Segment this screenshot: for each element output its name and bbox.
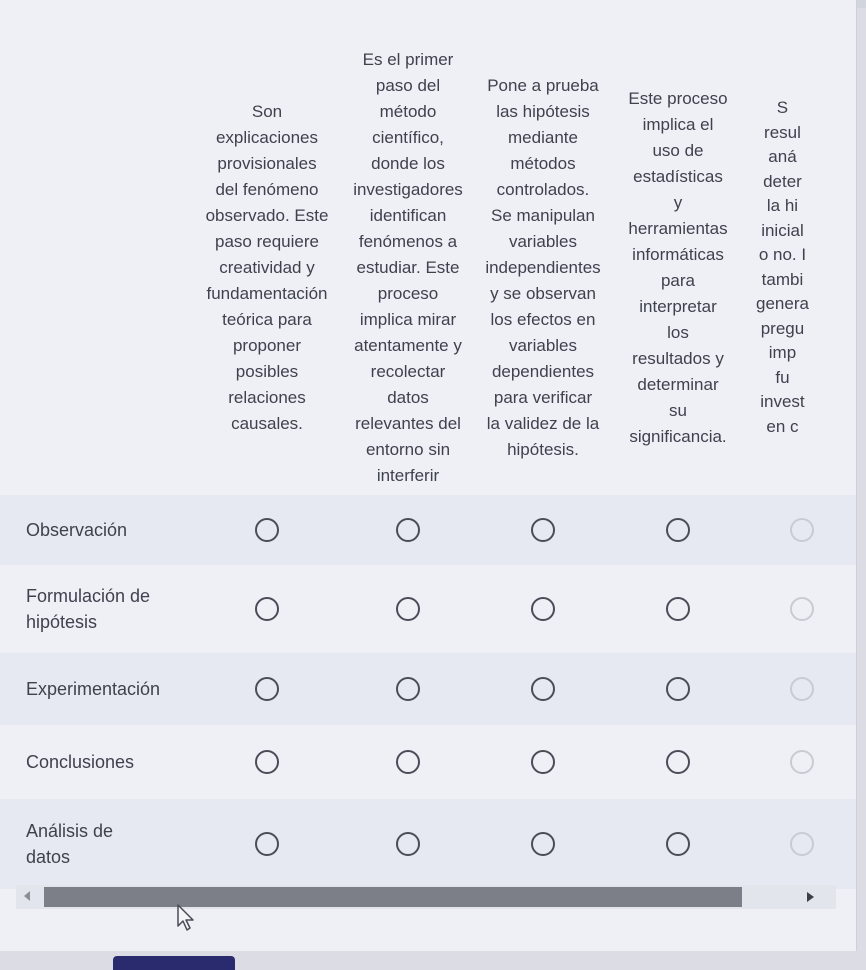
cell	[196, 799, 338, 889]
row-label-analisis: Análisis de datos	[0, 799, 196, 889]
radio-observacion-3[interactable]	[531, 518, 555, 542]
cell	[338, 653, 478, 725]
radio-experimentacion-3[interactable]	[531, 677, 555, 701]
cell	[478, 565, 608, 653]
radio-observacion-4[interactable]	[666, 518, 690, 542]
cell	[608, 495, 748, 565]
cell	[196, 725, 338, 799]
cell	[748, 495, 857, 565]
radio-formulacion-1[interactable]	[255, 597, 279, 621]
radio-conclusiones-4[interactable]	[666, 750, 690, 774]
cell	[748, 565, 857, 653]
cell	[478, 495, 608, 565]
cell	[748, 653, 857, 725]
radio-analisis-2[interactable]	[396, 832, 420, 856]
mouse-pointer-icon	[176, 904, 196, 932]
cell	[608, 653, 748, 725]
radio-analisis-4[interactable]	[666, 832, 690, 856]
radio-conclusiones-1[interactable]	[255, 750, 279, 774]
cell	[338, 725, 478, 799]
radio-experimentacion-1[interactable]	[255, 677, 279, 701]
cell	[608, 725, 748, 799]
cell	[608, 799, 748, 889]
row-label-observacion: Observación	[0, 495, 196, 565]
cell	[196, 495, 338, 565]
radio-experimentacion-5[interactable]	[790, 677, 814, 701]
column-header-4: Este proceso implica el uso de estadísticas y herramientas informáticas para interpretar los resultados y determinar su significancia.	[628, 88, 728, 446]
scroll-right-arrow-icon[interactable]	[807, 892, 814, 902]
radio-formulacion-5[interactable]	[790, 597, 814, 621]
row-label-formulacion: Formulación de hipótesis	[26, 586, 151, 632]
radio-experimentacion-2[interactable]	[396, 677, 420, 701]
cell	[196, 565, 338, 653]
scroll-left-arrow-icon[interactable]	[24, 891, 30, 901]
radio-observacion-1[interactable]	[255, 518, 279, 542]
radio-analisis-1[interactable]	[255, 832, 279, 856]
radio-observacion-5[interactable]	[790, 518, 814, 542]
radio-formulacion-3[interactable]	[531, 597, 555, 621]
column-header-3: Pone a prueba las hipótesis mediante métodos controlados. Se manipulan variables independientes y se observan los efectos en variables dependientes para verificar la validez de la hipótesis.	[485, 75, 601, 459]
cell	[338, 565, 478, 653]
column-header-5: S resul aná deter la hi inicial o no. I tambi genera pregu imp fu invest en c	[756, 98, 809, 436]
radio-conclusiones-3[interactable]	[531, 750, 555, 774]
radio-formulacion-4[interactable]	[666, 597, 690, 621]
cell	[196, 653, 338, 725]
row-label-conclusiones: Conclusiones	[26, 752, 135, 772]
cell	[608, 565, 748, 653]
scrollbar-thumb[interactable]	[44, 887, 742, 907]
column-header-2: Es el primer paso del método científico, donde los investigadores identifican fenómenos a estudiar. Este proceso implica mirar atentamente y recolectar datos relevantes del entorno sin interferir	[353, 49, 463, 485]
cell	[478, 799, 608, 889]
radio-observacion-2[interactable]	[396, 518, 420, 542]
submit-button[interactable]	[113, 956, 235, 970]
radio-formulacion-2[interactable]	[396, 597, 420, 621]
cell	[748, 725, 857, 799]
radio-conclusiones-5[interactable]	[790, 750, 814, 774]
cell	[478, 725, 608, 799]
cell	[748, 799, 857, 889]
radio-experimentacion-4[interactable]	[666, 677, 690, 701]
cell	[338, 799, 478, 889]
radio-analisis-3[interactable]	[531, 832, 555, 856]
radio-analisis-5[interactable]	[790, 832, 814, 856]
cell	[338, 495, 478, 565]
header-corner	[0, 40, 196, 495]
radio-conclusiones-2[interactable]	[396, 750, 420, 774]
column-header-1: Son explicaciones provisionales del fenómeno observado. Este paso requiere creatividad y fundamentación teórica para proponer posibles relaciones causales.	[205, 101, 329, 433]
matching-grid	[0, 40, 857, 889]
cell	[478, 653, 608, 725]
horizontal-scrollbar[interactable]	[16, 885, 836, 909]
row-label-experimentacion: Experimentación	[0, 653, 196, 725]
